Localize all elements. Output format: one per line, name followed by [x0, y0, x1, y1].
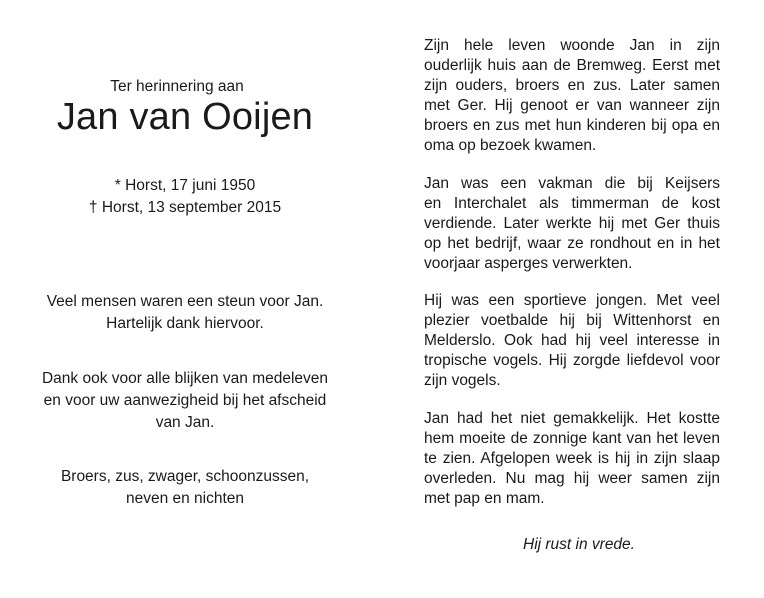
- text-line: met Ger. Hij genoot er van wanneer zijn: [424, 97, 720, 114]
- closing-line: Hij rust in vrede.: [523, 536, 635, 553]
- deceased-name: Jan van Ooijen: [56, 96, 314, 138]
- text-line: plezier voetbalde hij bij Wittenhorst en: [424, 312, 720, 329]
- text-line: met pap en mam.: [424, 490, 545, 507]
- family-block: [20, 466, 350, 510]
- sympathy-line: Dank ook voor alle blijken van medeleven: [41, 370, 329, 387]
- thanks-block: [20, 291, 350, 335]
- text-line: ouderlijk huis aan de Bremweg. Eerst met: [424, 57, 720, 74]
- family-line: neven en nichten: [125, 490, 245, 507]
- work-paragraph: [424, 174, 720, 274]
- text-line: oma op bezoek kwamen.: [424, 137, 597, 154]
- sympathy-block: [20, 368, 350, 434]
- family-line: Broers, zus, zwager, schoonzussen,: [60, 468, 310, 485]
- text-line: zijn ouders, broers en zus. Later samen: [424, 77, 720, 94]
- intro-text: Ter herinnering aan: [110, 78, 244, 95]
- sympathy-line: en voor uw aanwezigheid bij het afscheid: [43, 392, 327, 409]
- birth-line: * Horst, 17 juni 1950: [114, 177, 256, 194]
- text-line: overleden. Nu mag hij weer samen zijn: [424, 470, 720, 487]
- text-line: hem moeite de zonnige kant van het leven: [424, 430, 720, 447]
- final-paragraph: [424, 409, 720, 509]
- death-line: † Horst, 13 september 2015: [88, 199, 282, 216]
- text-line: broers en zus met hun kinderen bij opa en: [424, 117, 720, 134]
- hobbies-paragraph: [424, 291, 720, 391]
- text-line: tropische vogels. Hij zorgde liefdevol voor: [424, 352, 720, 369]
- text-line: Zijn hele leven woonde Jan in zijn: [424, 37, 720, 54]
- life-paragraph: [424, 36, 720, 156]
- thanks-line: Hartelijk dank hiervoor.: [106, 315, 264, 332]
- text-line: Hij was een sportieve jongen. Met veel: [424, 292, 720, 309]
- text-line: voorjaar asperges verwerkten.: [424, 255, 633, 272]
- text-line: Melderslo. Ook had hij veel interesse in: [424, 332, 720, 349]
- text-line: verdiende. Later werkte hij met Ger thuis: [424, 215, 720, 232]
- life-dates: [40, 175, 330, 219]
- text-line: Jan had het niet gemakkelijk. Het kostte: [424, 410, 720, 427]
- sympathy-line: van Jan.: [155, 414, 215, 431]
- thanks-line: Veel mensen waren een steun voor Jan.: [46, 293, 324, 310]
- text-line: en Interchalet als timmerman de kost: [424, 195, 720, 212]
- text-line: te zien. Afgelopen week is hij in zijn slaap: [424, 450, 720, 467]
- text-line: op het bedrijf, waar ze rondhout en in het: [424, 235, 720, 252]
- text-line: zijn vogels.: [424, 372, 501, 389]
- text-line: Jan was een vakman die bij Keijsers: [424, 175, 720, 192]
